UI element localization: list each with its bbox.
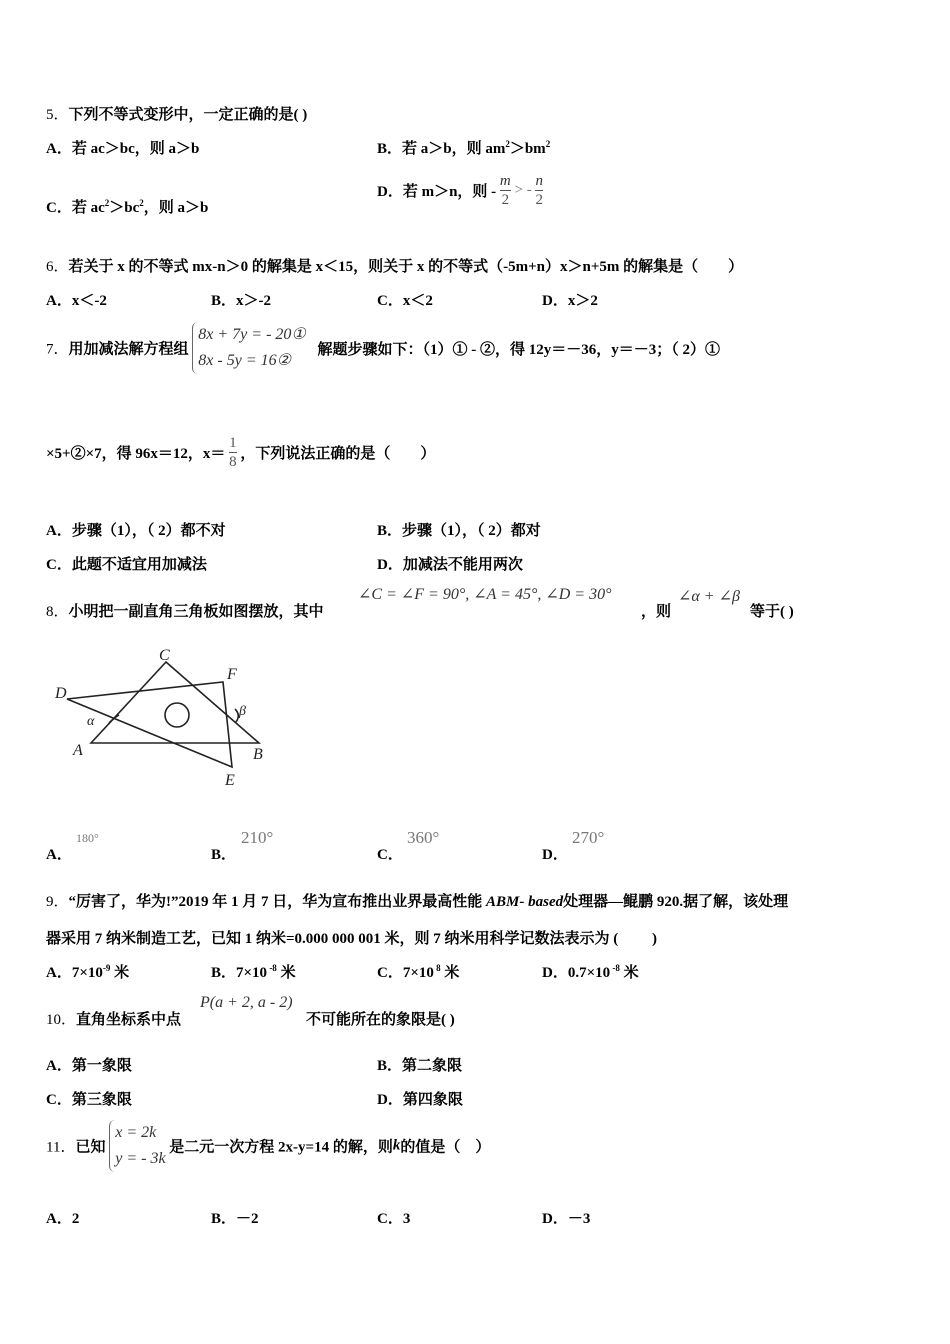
q7-stem: 7．用加减法解方程组 8x + 7y = - 20① 8x - 5y = 16② 解题步骤如下：（1）① - ②，得 12y＝－36，y＝－3；（ 2）① — [46, 322, 720, 374]
q10-option-d: D．第四象限 — [377, 1092, 463, 1108]
q6-option-d: D．x＞2 — [542, 293, 598, 309]
q11-option-a: A．2 — [46, 1211, 80, 1227]
q7-option-d: D．加减法不能用两次 — [377, 557, 523, 573]
equation-system: 8x + 7y = - 20① 8x - 5y = 16② — [192, 322, 305, 374]
q8-option-c: C． — [377, 847, 403, 863]
q8-option-d: D． — [542, 847, 568, 863]
q8-option-a: A． — [46, 847, 72, 863]
q5-option-c: C．若 $ac^2>bc^2$，则 a＞b — [46, 198, 209, 216]
label-alpha: α — [87, 714, 95, 729]
q7-stem-line2: ×5+②×7，得 96x＝12，x＝ $\frac{1}{8}$ ，下列说法正确的是（ ） — [46, 435, 436, 470]
q8-option-b-value: 210° — [241, 828, 274, 847]
fraction-n-over-2: $\frac{n}{2}$ — [535, 173, 543, 208]
q11-option-b: B．－2 — [211, 1211, 259, 1227]
q8-angle-condition: ∠C = ∠F = 90°, ∠A = 45°, ∠D = 30° — [358, 586, 612, 603]
q10-stem: 10．直角坐标系中点 — [46, 1012, 182, 1028]
label-b: B — [253, 746, 263, 763]
q11-stem: 11．已知 x = 2k y = - 3k 是二元一次方程 2x-y=14 的解，则k的值是（ ） — [46, 1120, 490, 1172]
fraction-m-over-2: $\frac{m}{2}$ — [499, 173, 511, 208]
angle-beta-arc — [235, 709, 238, 722]
q11-option-c: C．3 — [377, 1211, 411, 1227]
triangle-figure — [45, 643, 285, 793]
label-a: A — [73, 742, 83, 759]
q8-stem-mid: ，则 — [641, 604, 672, 620]
q6-option-a: A．x＜-2 — [46, 293, 107, 309]
label-d: D — [55, 685, 67, 702]
q9-option-a: A．$7\times 10^{-9}$ 米 — [46, 963, 130, 981]
q5-number: 5． — [46, 107, 69, 123]
q8-option-d-value: 270° — [572, 828, 605, 847]
q8-option-b: B． — [211, 847, 237, 863]
fraction-1-over-8: $\frac{1}{8}$ — [229, 435, 237, 470]
q7-option-a: A．步骤（1），（ 2）都不对 — [46, 523, 226, 539]
q5-stem — [46, 103, 307, 124]
q7-option-c: C．此题不适宜用加减法 — [46, 557, 207, 573]
q5-option-a: A．若 ac＞bc，则 a＞b — [46, 141, 200, 157]
triangle-hole — [165, 703, 189, 727]
q9-stem-line2: 器采用 7 纳米制造工艺，已知 1 纳米=0.000 000 001 米，则 7 纳米用科学记数法表示为 ( ) — [46, 931, 658, 947]
q5-option-b: B．若 a＞b，则 $am^2>bm^2$ — [377, 139, 551, 157]
q9-option-c: C．7×10 $^8$ 米 — [377, 963, 460, 981]
q9-stem: 9．“厉害了，华为!”2019 年 1 月 7 日，华为宣布推出业界最高性能 ABM- based处理器—鲲鹏 920.据了解，该处理 — [46, 894, 789, 910]
q9-option-b: B．7×10 $^{-8}$ 米 — [211, 963, 296, 981]
q8-stem-end: 等于( ) — [750, 604, 794, 620]
q10-point: P(a + 2, a - 2) — [200, 994, 293, 1011]
q8-option-c-value: 360° — [407, 828, 440, 847]
q10-option-a: A．第一象限 — [46, 1058, 132, 1074]
q6-stem: 6．若关于 x 的不等式 mx-n＞0 的解集是 x＜15，则关于 x 的不等式（-5m+n）x＞n+5m 的解集是（ ） — [46, 259, 744, 275]
q10-stem-end: 不可能所在的象限是( ) — [306, 1012, 455, 1028]
label-c: C — [159, 647, 170, 664]
label-e: E — [225, 772, 235, 789]
q11-option-d: D．－3 — [542, 1211, 591, 1227]
equation-system-k: x = 2k y = - 3k — [109, 1120, 165, 1172]
q5-option-d: D．若 m＞n，则 - $\frac{m}{2}$ > - $\frac{n}{2}$ — [377, 173, 543, 208]
q10-option-c: C．第三象限 — [46, 1092, 132, 1108]
q8-angle-expression: ∠α + ∠β — [678, 588, 740, 605]
q7-option-b: B．步骤（1），（ 2）都对 — [377, 523, 541, 539]
q8-option-a-value: 180° — [76, 831, 99, 845]
q10-option-b: B．第二象限 — [377, 1058, 463, 1074]
q6-option-c: C．x＜2 — [377, 293, 433, 309]
label-f: F — [227, 666, 237, 683]
label-beta: β — [239, 704, 246, 719]
q6-option-b: B．x＞-2 — [211, 293, 272, 309]
q9-option-d: D．0.7×10 $^{-8}$ 米 — [542, 963, 639, 981]
q5-text: 下列不等式变形中，一定正确的是( ) — [68, 107, 308, 123]
q8-stem: 8．小明把一副直角三角板如图摆放，其中 — [46, 604, 324, 620]
